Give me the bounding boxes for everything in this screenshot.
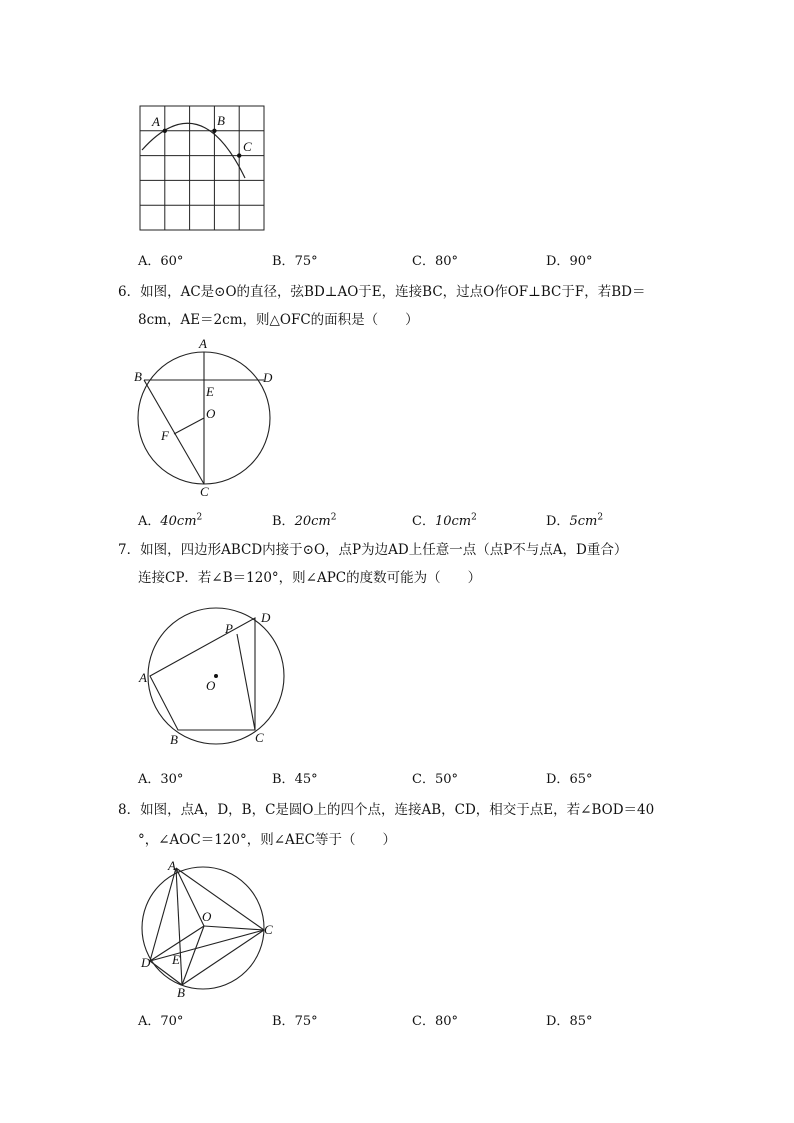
q5-option-b[interactable]: B．75°	[272, 254, 318, 269]
q8-option-d[interactable]: D．85°	[546, 1014, 593, 1029]
q6-label-e: E	[206, 384, 214, 399]
q7-option-a[interactable]: A．30°	[138, 772, 184, 787]
q5-label-c: C	[243, 139, 252, 154]
q8-label-d: D	[141, 955, 151, 970]
q8-label-a: A	[168, 858, 176, 873]
q7-label-c: C	[255, 730, 264, 745]
q6-stem-line1: 6．如图，AC是⊙O的直径，弦BD⊥AO于E，连接BC，过点O作OF⊥BC于F，若BD＝	[118, 284, 646, 300]
q6-label-c: C	[200, 484, 209, 499]
q6-circle-figure	[130, 330, 280, 500]
q7-label-d: D	[261, 610, 271, 625]
q7-circle-figure	[130, 604, 300, 754]
q5-label-b: B	[217, 113, 225, 128]
q8-label-b: B	[177, 985, 185, 1000]
q5-option-a[interactable]: A．60°	[138, 254, 184, 269]
q6-label-b: B	[134, 369, 142, 384]
q8-label-e: E	[172, 952, 180, 967]
q7-label-o: O	[206, 678, 216, 693]
q8-stem-line2: °，∠AOC＝120°，则∠AEC等于（ ）	[138, 832, 396, 848]
q6-stem-line2: 8cm，AE＝2cm，则△OFC的面积是（ ）	[138, 312, 419, 328]
q6-label-f: F	[161, 428, 169, 443]
q5-label-a: A	[152, 114, 160, 129]
q8-label-c: C	[264, 922, 273, 937]
q7-stem-line1: 7．如图，四边形ABCD内接于⊙O，点P为边AD上任意一点（点P不与点A，D重合）	[118, 542, 628, 558]
q8-option-c[interactable]: C．80°	[412, 1014, 458, 1029]
q5-option-c[interactable]: C．80°	[412, 254, 458, 269]
q6-option-b[interactable]: B．$20cm^2$	[272, 512, 337, 529]
q7-option-d[interactable]: D．65°	[546, 772, 593, 787]
q8-option-b[interactable]: B．75°	[272, 1014, 318, 1029]
q7-option-c[interactable]: C．50°	[412, 772, 458, 787]
q7-stem-line2: 连接CP．若∠B＝120°，则∠APC的度数可能为（ ）	[138, 570, 482, 586]
q6-label-a: A	[199, 336, 207, 351]
q6-option-a[interactable]: A．$40cm^2$	[138, 512, 203, 529]
q8-circle-figure	[130, 858, 290, 1003]
q5-option-d[interactable]: D．90°	[546, 254, 593, 269]
q8-label-o: O	[202, 909, 212, 924]
q8-option-a[interactable]: A．70°	[138, 1014, 184, 1029]
q7-label-a: A	[139, 670, 147, 685]
q5-grid-figure	[130, 100, 280, 240]
q7-option-b[interactable]: B．45°	[272, 772, 318, 787]
q6-label-o: O	[206, 406, 216, 421]
q7-label-p: P	[225, 621, 233, 636]
q6-label-d: D	[263, 370, 273, 385]
q8-stem-line1: 8．如图，点A，D，B，C是圆O上的四个点，连接AB，CD，相交于点E，若∠BOD＝40	[118, 802, 655, 818]
q6-option-d[interactable]: D．$5cm^2$	[546, 512, 604, 529]
q6-option-c[interactable]: C．$10cm^2$	[412, 512, 477, 529]
q7-label-b: B	[170, 732, 178, 747]
